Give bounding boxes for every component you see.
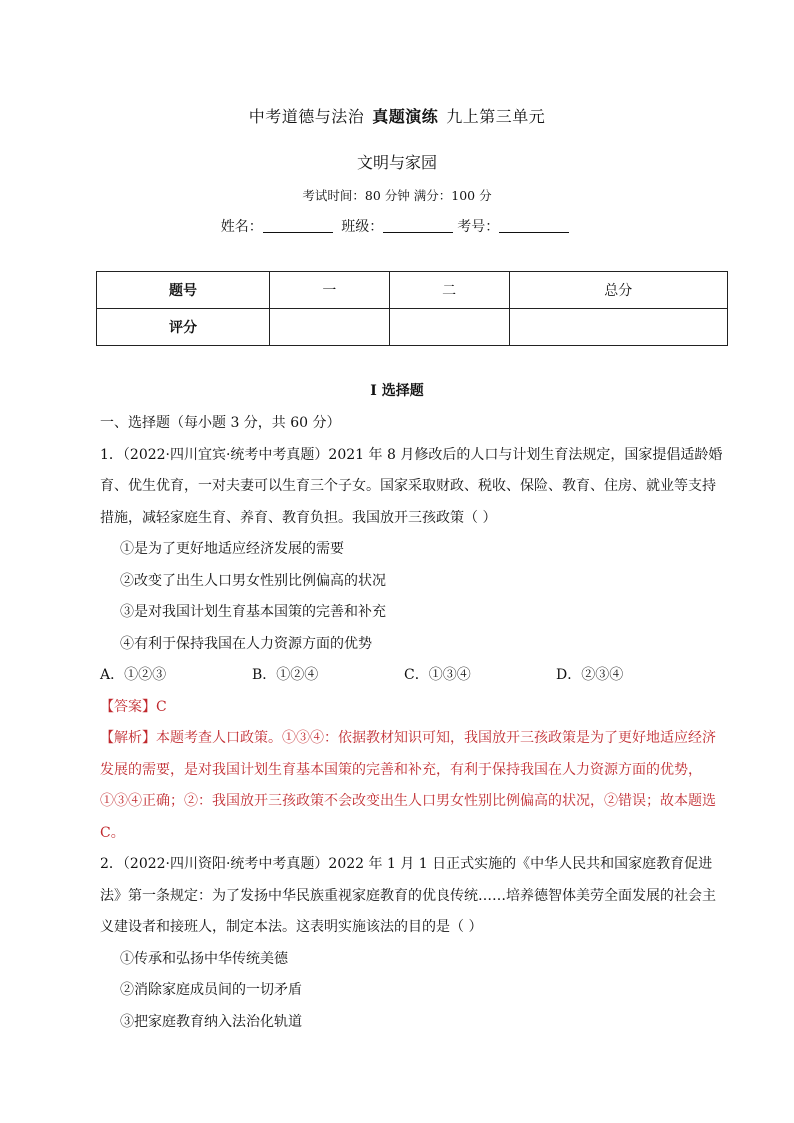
section-intro: 一、选择题（每小题 3 分，共 60 分） bbox=[100, 415, 341, 431]
score-cell-label: 题号 bbox=[97, 272, 270, 309]
question-1-option: ③是对我国计划生育基本国策的完善和补充 bbox=[120, 604, 386, 620]
title-prefix: 中考道德与法治 bbox=[248, 107, 365, 126]
score-row-label: 评分 bbox=[97, 309, 270, 346]
page-title bbox=[0, 104, 794, 127]
choice-d: D．②③④ bbox=[556, 667, 624, 683]
question-1-option: ②改变了出生人口男女性别比例偏高的状况 bbox=[120, 572, 386, 589]
score-cell-total: 总分 bbox=[509, 272, 727, 309]
student-fields bbox=[0, 216, 794, 236]
question-2-text: 2．（2022·四川资阳·统考中考真题）2022 年 1 月 1 日正式实施的《中华人民共和国家庭教育促进法》第一条规定：为了发扬中华民族重视家庭教育的优良传统……培养德智体美劳全面发展的社会主义建设者和接班人，制定本法。这表明实施该法的目的是（ ） bbox=[100, 856, 716, 935]
question-body bbox=[100, 408, 726, 1038]
class-label: 班级： bbox=[341, 219, 384, 235]
score-table-score-row bbox=[97, 309, 728, 346]
question-1-text: 1．（2022·四川宜宾·统考中考真题）2021 年 8 月修改后的人口与计划生育法规定，国家提倡适龄婚育、优生优育，一对夫妻可以生育三个子女。国家采取财政、税收、保险、教育、住房、就业等支持措施，减轻家庭生育、养育、教育负担。我国放开三孩政策（ ） bbox=[100, 446, 723, 526]
score-table bbox=[96, 271, 728, 346]
name-label: 姓名： bbox=[220, 219, 263, 235]
question-1-analysis: 【解析】本题考查人口政策。①③④：依据教材知识可知，我国放开三孩政策是为了更好地适应经济发展的需要，是对我国计划生育基本国策的完善和补充，有利于保持我国在人力资源方面的优势，①③④正确；②：我国放开三孩政策不会改变出生人口男女性别比例偏高的状况，②错误；故本题选 C。 bbox=[100, 730, 716, 841]
choice-b: B．①②④ bbox=[252, 667, 319, 683]
number-label: 考号： bbox=[457, 219, 500, 235]
choice-c: C．①③④ bbox=[404, 667, 471, 683]
section-heading: I 选择题 bbox=[370, 383, 424, 399]
question-1-choices bbox=[100, 660, 726, 692]
number-blank[interactable] bbox=[499, 218, 569, 233]
title-bold: 真题演练 bbox=[372, 107, 439, 126]
choice-a: A．①②③ bbox=[100, 667, 167, 683]
question-2-option: ②消除家庭成员间的一切矛盾 bbox=[120, 982, 302, 998]
class-blank[interactable] bbox=[383, 218, 453, 233]
score-input-total[interactable] bbox=[509, 309, 727, 346]
name-blank[interactable] bbox=[263, 218, 333, 233]
exam-info: 考试时间：80 分钟 满分：100 分 bbox=[302, 188, 492, 203]
score-input-1[interactable] bbox=[270, 309, 390, 346]
question-1-answer: 【答案】C bbox=[100, 698, 167, 715]
title-suffix: 九上第三单元 bbox=[446, 107, 546, 126]
score-cell-part-2: 二 bbox=[389, 272, 509, 309]
score-cell-part-1: 一 bbox=[270, 272, 390, 309]
score-input-2[interactable] bbox=[389, 309, 509, 346]
question-2-option: ③把家庭教育纳入法治化轨道 bbox=[120, 1013, 302, 1030]
score-table-header-row bbox=[97, 272, 728, 309]
question-1-option: ①是为了更好地适应经济发展的需要 bbox=[120, 541, 344, 557]
page-subtitle: 文明与家园 bbox=[356, 153, 437, 172]
question-2-option: ①传承和弘扬中华传统美德 bbox=[120, 950, 288, 967]
question-1-option: ④有利于保持我国在人力资源方面的优势 bbox=[120, 635, 372, 652]
